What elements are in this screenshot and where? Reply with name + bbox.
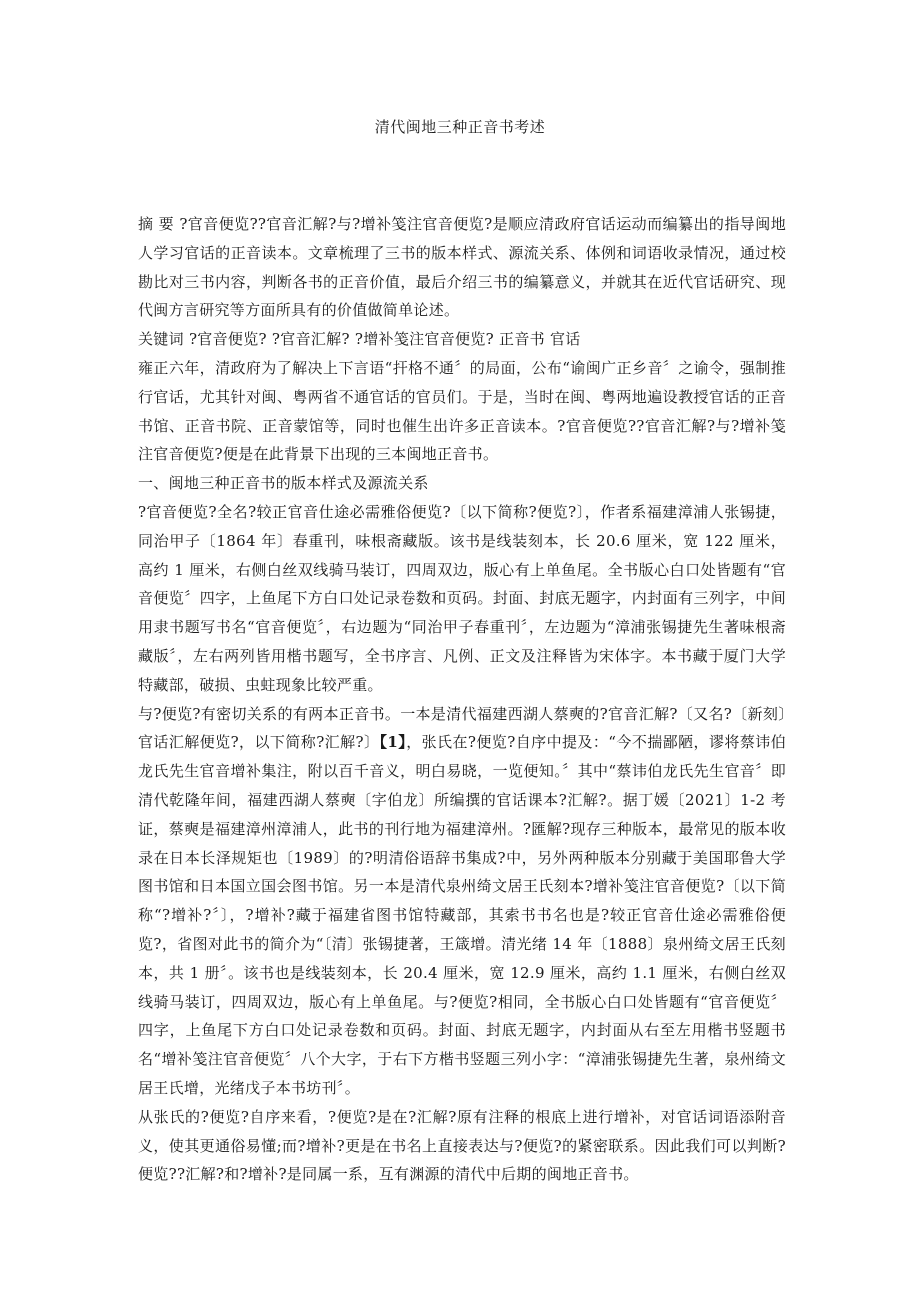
body-paragraph-3: 从张氏的?便览?自序来看，?便览?是在?汇解?原有注释的根底上进行增补，对官话词语添附音义，使其更通俗易懂;而?增补?更是在书名上直接表达与?便览?的紧密联系。因此我们可以判断?便览??汇解?和?增补?是同属一系，互有渊源的清代中后期的闽地正音书。 bbox=[138, 1107, 786, 1184]
citation-marker: 【1】 bbox=[379, 733, 407, 752]
document-body bbox=[138, 210, 786, 1189]
intro-paragraph: 雍正六年，清政府为了解决上下言语“扞格不通〞的局面，公布“谕闽广正乡音〞之谕令，强制推行官话，尤其针对闽、粤两省不通官话的官员们。于是，当时在闽、粤两地遍设教授官话的正音书馆、正音书院、正音蒙馆等，同时也催生出许多正音读本。?官音便览??官音汇解?与?增补笺注官音便览?便是在此背景下出现的三本闽地正音书。 bbox=[138, 358, 786, 464]
body-paragraph-2 bbox=[138, 700, 786, 1103]
abstract-paragraph: 摘 要 ?官音便览??官音汇解?与?增补笺注官音便览?是顺应清政府官话运动而编纂出的指导闽地人学习官话的正音读本。文章梳理了三书的版本样式、源流关系、体例和词语收录情况，通过校勘比对三书内容，判断各书的正音价值，最后介绍三书的编纂意义，并就其在近代官话研究、现代闽方言研究等方面所具有的价值做简单论述。 bbox=[138, 215, 786, 320]
document-title: 清代闽地三种正音书考述 bbox=[374, 118, 546, 136]
section-heading: 一、闽地三种正音书的版本样式及源流关系 bbox=[138, 474, 429, 493]
body-paragraph-1: ?官音便览?全名?较正官音仕途必需雅俗便览?〔以下简称?便览?〕，作者系福建漳浦人张锡捷，同治甲子〔1864 年〕春重刊，味根斋藏版。该书是线装刻本，长 20.6 厘米，宽 122 厘米，高约 1 厘米，右侧白丝双线骑马装订，四周双边，版心有上单鱼尾。全书版心白口处皆题有“官音便览〞四字，上鱼尾下方白口处记录卷数和页码。封面、封底无题字，内封面有三列字，中间用隶书题写书名“官音便览〞，右边题为“同治甲子春重刊〞，左边题为“漳浦张锡捷先生著味根斋藏版〞，左右两列皆用楷书题写，全书序言、凡例、正文及注释皆为宋体字。本书藏于厦门大学特藏部，破损、虫蛀现象比较严重。 bbox=[138, 502, 786, 694]
body-paragraph-2-lead: 与?便览?有密切关系的有两本正音书。一本是清代福建西湖人蔡奭的?官音汇解?〔又名?〔新刻〕官话汇解便览?，以下简称?汇解?〕 bbox=[138, 704, 786, 752]
keywords-paragraph: 关键词 ?官音便览? ?官音汇解? ?增补笺注官音便览? 正音书 官话 bbox=[138, 330, 581, 349]
body-paragraph-2-rest: ，张氏在?便览?自序中提及：“今不揣鄙陋，谬将蔡讳伯龙氏先生官音增补集注，附以百千音义，明白易晓，一览便知。〞其中“蔡讳伯龙氏先生官音〞即清代乾隆年间，福建西湖人蔡奭〔字伯龙〕所编撰的官话课本?汇解?。据丁媛〔2021〕1-2 考证，蔡奭是福建漳州漳浦人，此书的刊行地为福建漳州。?匯解?现存三种版本，最常见的版本收录在日本长泽规矩也〔1989〕的?明清俗语辞书集成?中，另外两种版本分别藏于美国耶鲁大学图书馆和日本国立国会图书馆。另一本是清代泉州绮文居王氏刻本?增补笺注官音便览?〔以下简称“?增补?〞〕，?增补?藏于福建省图书馆特藏部，其索书书名也是?较正官音仕途必需雅俗便览?，省图对此书的简介为“〔清〕张锡捷著，王箴增。清光绪 14 年〔1888〕泉州绮文居王氏刻本，共 1 册〞。该书也是线装刻本，长 20.4 厘米，宽 12.9 厘米，高约 1.1 厘米，右侧白丝双线骑马装订，四周双边，版心有上单鱼尾。与?便览?相同，全书版心白口处皆题有“官音便览〞四字，上鱼尾下方白口处记录卷数和页码。封面、封底无题字，内封面从右至左用楷书竖题书名“增补笺注官音便览〞八个大字，于右下方楷书竖题三列小字：“漳浦张锡捷先生著，泉州绮文居王氏增，光绪戊子本书坊刊〞。 bbox=[138, 733, 786, 1097]
